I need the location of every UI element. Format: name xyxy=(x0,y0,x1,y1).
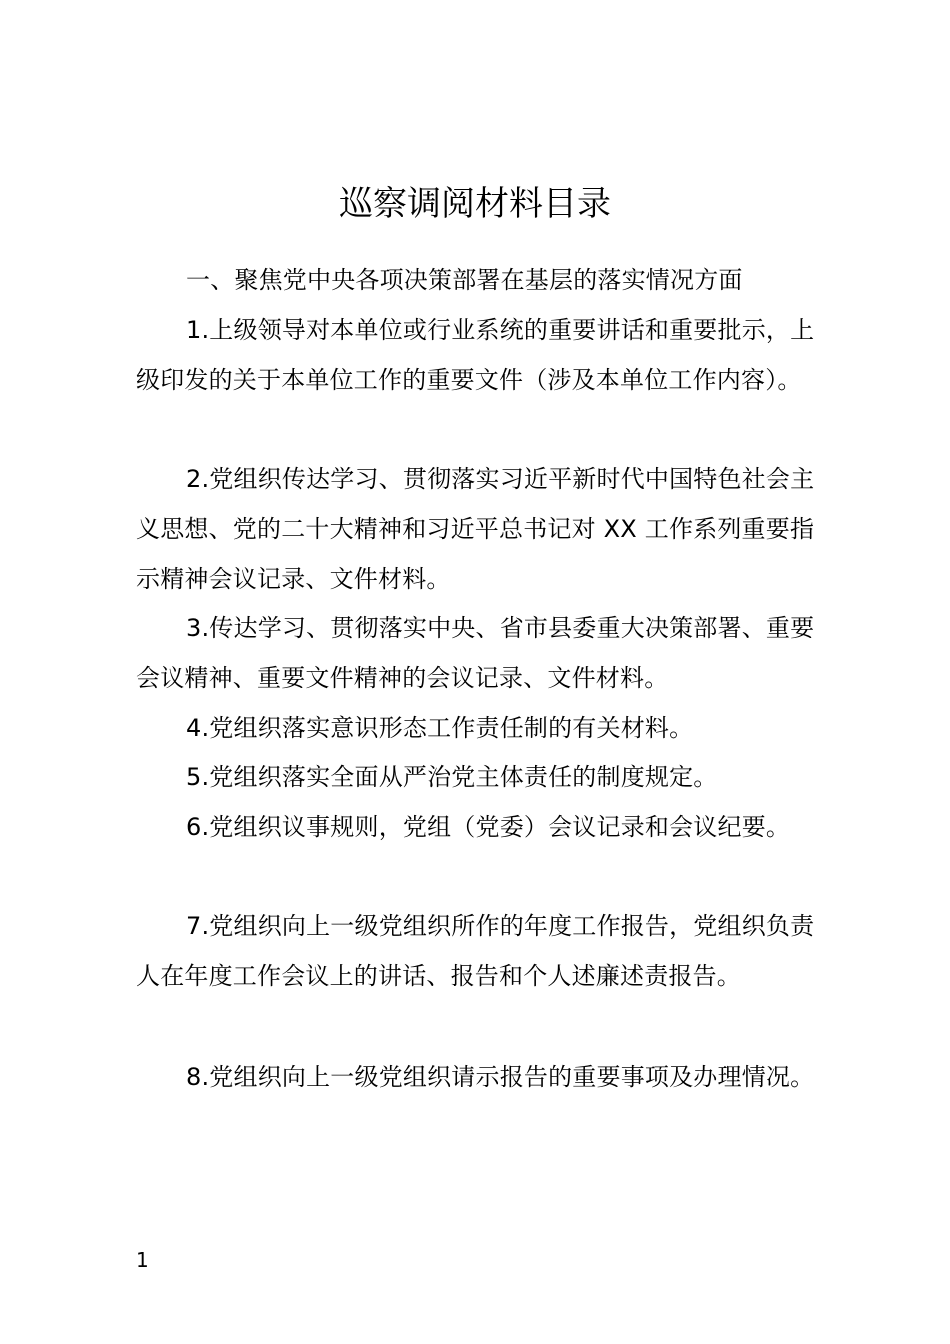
section-heading: 一、聚焦党中央各项决策部署在基层的落实情况方面 xyxy=(186,266,743,294)
list-item-4: 4.党组织落实意识形态工作责任制的有关材料。 xyxy=(186,714,694,742)
page-number: 1 xyxy=(136,1248,149,1272)
list-item-8: 8.党组织向上一级党组织请示报告的重要事项及办理情况。 xyxy=(186,1063,815,1091)
list-item-5: 5.党组织落实全面从严治党主体责任的制度规定。 xyxy=(186,763,718,791)
list-item-6: 6.党组织议事规则，党组（党委）会议记录和会议纪要。 xyxy=(186,813,791,841)
list-item-3: 3.传达学习、贯彻落实中央、省市县委重大决策部署、重要会议精神、重要文件精神的会议记录、文件材料。 xyxy=(136,614,815,692)
document-title: 巡察调阅材料目录 xyxy=(339,184,611,224)
list-item-7: 7.党组织向上一级党组织所作的年度工作报告，党组织负责人在年度工作会议上的讲话、报告和个人述廉述责报告。 xyxy=(136,912,815,990)
list-item-2: 2.党组织传达学习、贯彻落实习近平新时代中国特色社会主义思想、党的二十大精神和习近平总书记对 XX 工作系列重要指示精神会议记录、文件材料。 xyxy=(136,465,815,593)
list-item-1: 1.上级领导对本单位或行业系统的重要讲话和重要批示，上级印发的关于本单位工作的重要文件（涉及本单位工作内容）。 xyxy=(136,316,815,394)
